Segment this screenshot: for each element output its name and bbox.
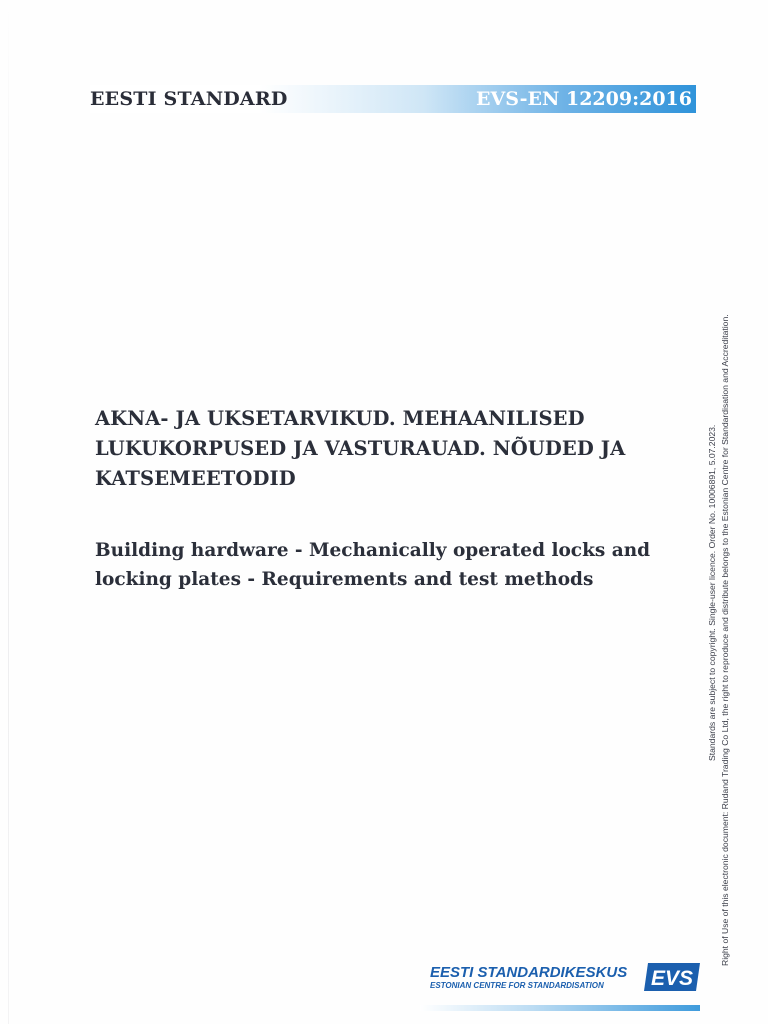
evs-logo-mark-icon xyxy=(644,961,702,993)
rights-notice xyxy=(706,118,746,966)
title-english-line: Building hardware - Mechanically operated locks and xyxy=(95,540,651,561)
title-english xyxy=(95,536,695,594)
rights-notice-text xyxy=(706,118,746,966)
title-estonian-line: KATSEMEETODID xyxy=(95,467,296,490)
logo-mark-text: EVS xyxy=(650,967,694,990)
rights-notice-line: Right of Use of this electronic document: Rudand Trading Co Ltd, the right to reproduce and distribute belongs to the Estonian Centre for Standardisation and Accreditation. xyxy=(720,314,730,966)
logo-name: EESTI STANDARDIKESKUS xyxy=(430,964,628,981)
standard-code: EVS-EN 12209:2016 xyxy=(476,88,692,110)
evs-logo xyxy=(426,960,706,996)
title-estonian xyxy=(95,404,655,494)
rights-notice-line: Standards are subject to copyright. Single-user licence. Order No. 10006891, 5.07.2023. xyxy=(707,424,717,761)
logo-subtitle: ESTONIAN CENTRE FOR STANDARDISATION xyxy=(430,981,604,990)
footer-accent-line xyxy=(420,1005,700,1011)
title-estonian-line: LUKUKORPUSED JA VASTURAUAD. NÕUDED JA xyxy=(95,437,626,460)
title-english-line: locking plates - Requirements and test methods xyxy=(95,569,594,590)
title-estonian-line: AKNA- JA UKSETARVIKUD. MEHAANILISED xyxy=(95,407,585,430)
scan-edge-line xyxy=(8,0,9,1024)
header-band xyxy=(90,85,696,113)
standard-series-label: EESTI STANDARD xyxy=(90,88,288,110)
